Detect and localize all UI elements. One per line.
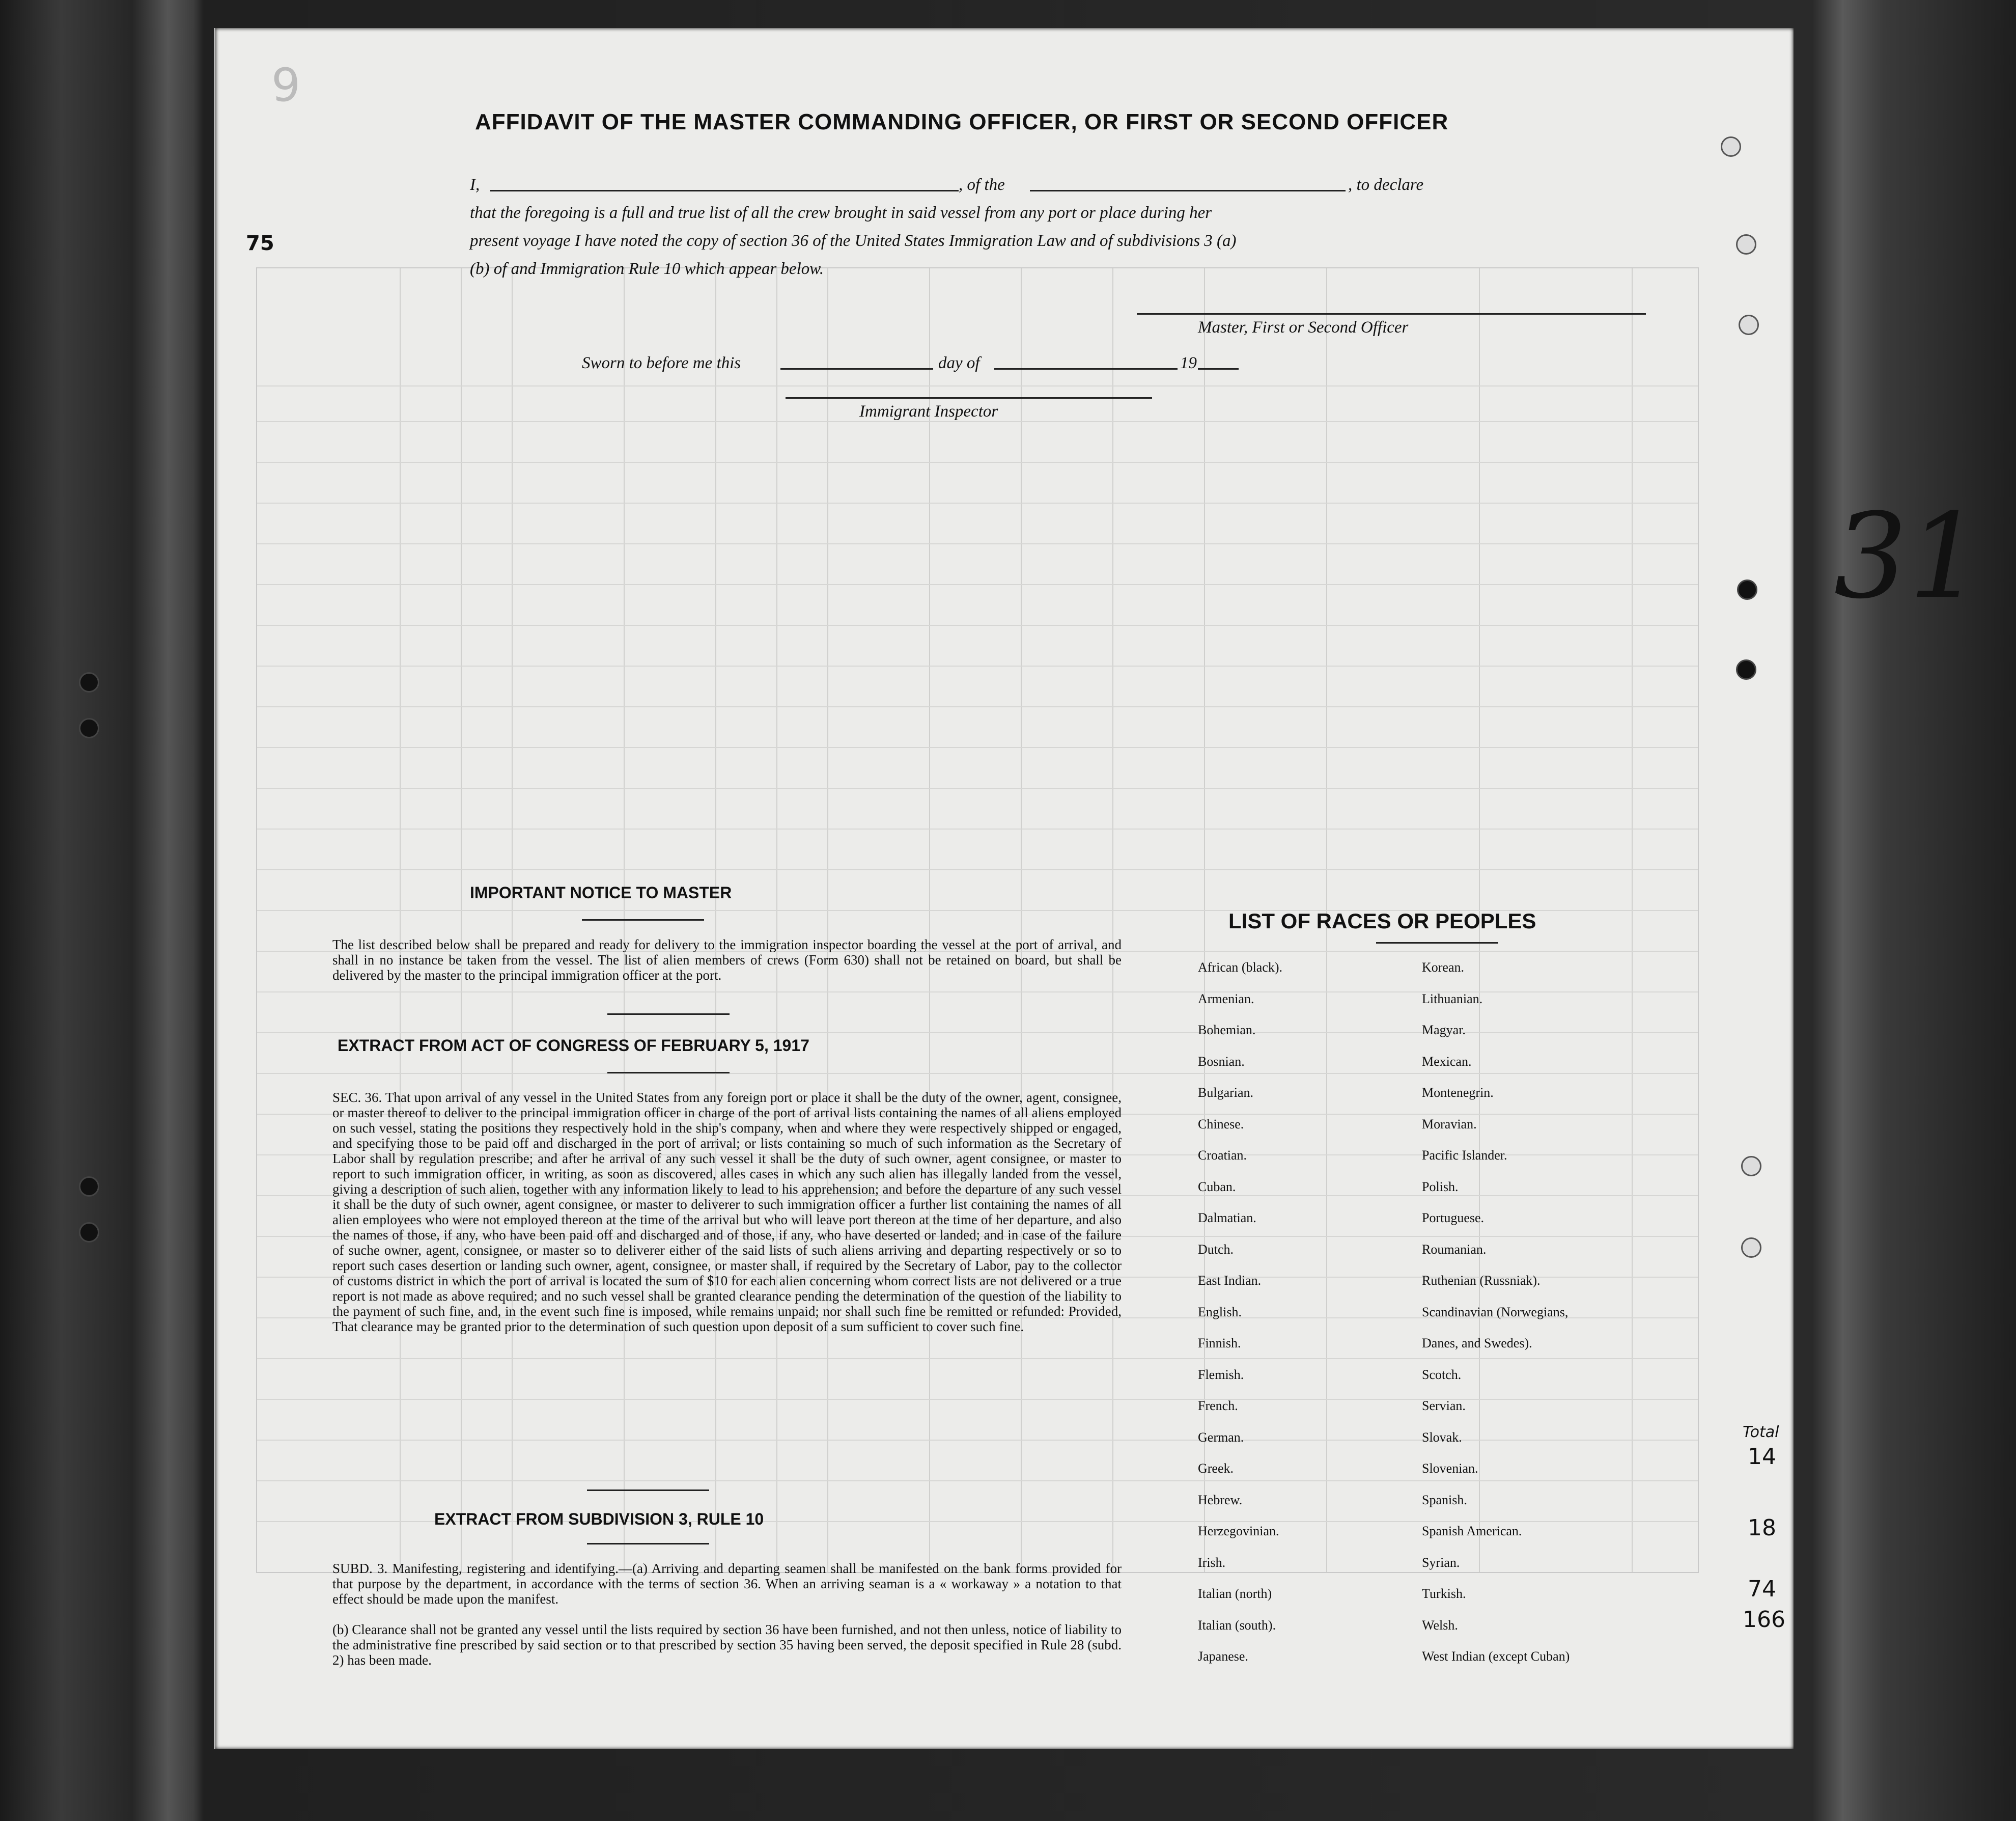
punch-hole [1739, 315, 1759, 335]
race-entry: Dutch. [1198, 1241, 1234, 1257]
race-entry: Bohemian. [1198, 1023, 1256, 1037]
race-entry: German. [1198, 1429, 1244, 1445]
notice-text: The list described below shall be prepared and ready for delivery to the immigration inspector boarding the vessel at the port of arrival, and shall in no instance be taken from the vessel. The list of alien members of crews (Form 630) shall not be retained on board, but shall be delivered by the master to the principal immigration officer at the port. [332, 937, 1122, 983]
left-edge-number: 75 [246, 232, 274, 255]
race-entry: Pacific Islander. [1422, 1148, 1507, 1163]
affidavit-title: AFFIDAVIT OF THE MASTER COMMANDING OFFICER, OR FIRST OR SECOND OFFICER [475, 109, 1449, 134]
race-entry: Scandinavian (Norwegians, [1422, 1304, 1569, 1319]
punch-hole [1737, 580, 1757, 600]
sworn-year-line [1198, 368, 1239, 370]
manifest-sheet [214, 28, 1794, 1749]
extract-rule-top-rule [587, 1489, 709, 1491]
notice-heading: IMPORTANT NOTICE TO MASTER [470, 884, 732, 902]
vessel-name-line [1030, 190, 1346, 191]
race-entry: East Indian. [1198, 1273, 1262, 1288]
race-entry: Moravian. [1422, 1116, 1477, 1132]
race-entry: Hebrew. [1198, 1492, 1243, 1507]
race-entry: Montenegrin. [1422, 1085, 1494, 1100]
race-entry: Bulgarian. [1198, 1085, 1254, 1100]
race-entry: Spanish American. [1422, 1524, 1522, 1538]
officer-name-line [490, 190, 959, 191]
race-entry: Slovenian. [1422, 1461, 1478, 1476]
binder-hole [79, 718, 99, 738]
sworn-day-line [780, 368, 933, 370]
race-entry: Servian. [1422, 1398, 1466, 1413]
punch-hole [1736, 234, 1756, 255]
race-entry: Ruthenian (Russniak). [1422, 1273, 1541, 1288]
sworn-month-line [994, 368, 1178, 370]
race-entry: Roumanian. [1422, 1241, 1487, 1257]
tally-value: 74 [1748, 1576, 1776, 1602]
affidavit-of-the-label: , of the [959, 176, 1005, 194]
race-entry: Polish. [1422, 1179, 1459, 1194]
affidavit-declare-label: , to declare [1348, 176, 1424, 194]
affidavit-line-3: present voyage I have noted the copy of section 36 of the United States Immigration Law and of subdivisions 3 (a) [470, 232, 1237, 250]
extract-rule-heading: EXTRACT FROM SUBDIVISION 3, RULE 10 [434, 1510, 764, 1528]
race-entry: Irish. [1198, 1555, 1226, 1570]
race-entry: Cuban. [1198, 1179, 1236, 1194]
inspector-signature-line [786, 397, 1152, 399]
affidavit-line-2: that the foregoing is a full and true list of all the crew brought in said vessel from any port or place during her [470, 204, 1212, 222]
race-entry: Greek. [1198, 1461, 1234, 1476]
race-entry: Spanish. [1422, 1492, 1467, 1507]
tally-total-label: Total [1743, 1423, 1779, 1441]
extract-rule-text-a: SUBD. 3. Manifesting, registering and identifying.—(a) Arriving and departing seamen shall be manifested on the bank forms provided for that purpose by the department, in accordance with the terms of section 36. When an arriving seaman is a « workaway » a notation to that effect should be made upon the manifest. [332, 1561, 1122, 1607]
punch-hole [1736, 659, 1756, 680]
affidavit-line-4: (b) of and Immigration Rule 10 which appear below. [470, 260, 824, 278]
race-entry: Bosnian. [1198, 1054, 1245, 1069]
handwritten-number: 31 [1821, 489, 1994, 625]
races-heading: LIST OF RACES OR PEOPLES [1228, 909, 1536, 933]
extract-rule-text-b: (b) Clearance shall not be granted any vessel until the lists required by section 36 have been furnished, and not then unless, notice of liability to the administrative fine prescribed by said section or to that prescribed by section 35 having been served, the deposit specified in Rule 28 (subd. 2) has been made. [332, 1622, 1122, 1668]
race-entry: West Indian (except Cuban) [1422, 1649, 1570, 1664]
race-entry: Syrian. [1422, 1555, 1460, 1570]
race-entry: Finnish. [1198, 1336, 1241, 1350]
race-entry: Slovak. [1422, 1429, 1462, 1445]
tally-value: 18 [1748, 1515, 1776, 1541]
race-entry: Portuguese. [1422, 1210, 1485, 1225]
punch-hole [1741, 1156, 1761, 1176]
race-entry: African (black). [1198, 960, 1283, 975]
binder-hole [79, 672, 99, 693]
day-of-label: day of [938, 354, 980, 372]
year-prefix-label: 19 [1180, 354, 1197, 372]
tally-value: 14 [1748, 1444, 1776, 1470]
race-entry: French. [1198, 1398, 1238, 1413]
race-entry: Korean. [1422, 960, 1465, 975]
race-entry: Dalmatian. [1198, 1210, 1256, 1225]
race-entry: Scotch. [1422, 1367, 1462, 1382]
corner-digit: 9 [271, 59, 301, 112]
race-entry: Magyar. [1422, 1023, 1466, 1037]
race-entry: Italian (south). [1198, 1617, 1276, 1633]
race-entry: Lithuanian. [1422, 991, 1483, 1006]
punch-hole [1721, 136, 1741, 157]
race-entry: Mexican. [1422, 1054, 1472, 1069]
extract-act-heading: EXTRACT FROM ACT OF CONGRESS OF FEBRUARY 5, 1917 [338, 1036, 809, 1055]
sworn-label: Sworn to before me this [582, 354, 741, 372]
extract-act-top-rule [607, 1013, 730, 1015]
extract-rule-bottom-rule [587, 1543, 709, 1544]
race-entry: English. [1198, 1304, 1242, 1319]
races-rule [1376, 942, 1498, 944]
master-signature-line [1137, 313, 1646, 315]
binder-hole [79, 1222, 99, 1243]
punch-hole [1741, 1237, 1761, 1258]
master-label: Master, First or Second Officer [1198, 318, 1409, 337]
notice-rule [582, 919, 704, 921]
extract-act-text: SEC. 36. That upon arrival of any vessel in the United States from any foreign port or place it shall be the duty of the owner, agent, consignee, or master thereof to deliver to the principal immigration officer in charge of the port of arrival lists containing the names of all aliens employed on such vessel, stating the positions they respectively hold in the ship's company, when and where they were respectively shipped or engaged, and specifying those to be paid off and discharged in the port of arrival; or lists containing so much of such information as the Secretary of Labor shall by regulation prescribe; and after he arrival of any such vessel it shall be the duty of such owner, agent consignee, or master to report to such immigration officer, in writing, as soon as discovered, alles cases in which any such alien has illegally landed from the vessel, giving a description of such alien, together with any information likely to lead to his apprehension; and before the departure of any such vessel it shall be the duty of such owner, agent consignee, or master to deliverer to such immigration officer a further list containing the names of all alien employees who were not employed thereon at the time of the arrival but who will leave port thereon at the time of her departure, and also the names of those, if any, who have been paid off and discharged and of those, if any, who have deserted or landed; and in case of the failure of suche owner, agent, consignee, or master so to deliverer either of the said lists of such aliens arriving and departing respectively or so to report such cases desertion or landing such owner, agent, consignee, or master shall, if required by the Secretary of Labor, pay to the collector of customs district in which the port of arrival is located the sum of $10 for each alien concerning whom correct lists are not delivered or a true report is not made as above required; and no such vessel shall be granted clearance pending the determination of the question of the liability to the payment of such fine, and, in the event such fine is imposed, while remains unpaid; nor shall such fine be remitted or refunded: Provided, That clearance may be granted prior to the determination of such question upon deposit of a sum sufficient to cover such fine. [332, 1090, 1122, 1334]
inspector-label: Immigrant Inspector [859, 402, 998, 421]
race-entry: Turkish. [1422, 1586, 1466, 1601]
tally-value: 166 [1743, 1607, 1785, 1633]
race-entry: Italian (north) [1198, 1586, 1272, 1601]
race-entry: Armenian. [1198, 991, 1254, 1006]
race-entry: Croatian. [1198, 1148, 1247, 1163]
binder-hole [79, 1176, 99, 1197]
race-entry: Welsh. [1422, 1617, 1458, 1633]
race-entry: Herzegovinian. [1198, 1524, 1279, 1538]
race-entry: Flemish. [1198, 1367, 1244, 1382]
race-entry: Chinese. [1198, 1116, 1244, 1132]
affidavit-i-label: I, [470, 176, 480, 194]
extract-act-bottom-rule [607, 1072, 730, 1073]
race-entry: Danes, and Swedes). [1422, 1336, 1532, 1350]
race-entry: Japanese. [1198, 1649, 1248, 1664]
